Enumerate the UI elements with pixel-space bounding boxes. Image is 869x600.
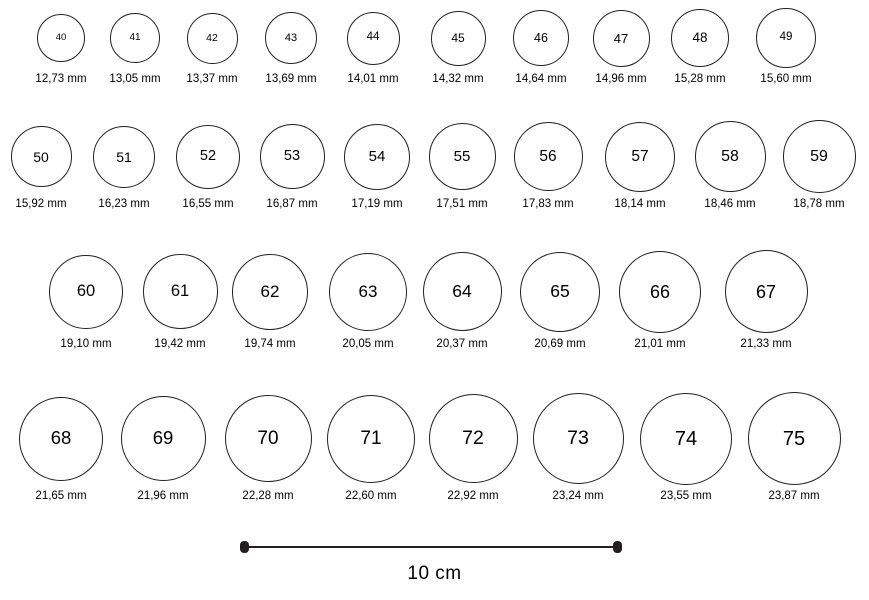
- ring-circle-wrap: [711, 250, 821, 333]
- ring-size-label: 41: [129, 32, 141, 43]
- ring-diameter-label: 15,28 mm: [674, 73, 726, 85]
- ring-diameter-label: 17,19 mm: [351, 198, 403, 210]
- ring-size-label: 68: [50, 427, 72, 449]
- ring-circle: [756, 8, 816, 68]
- ring-cell: [711, 250, 821, 351]
- ring-cell: [6, 392, 116, 503]
- ring-size-label: 74: [674, 427, 698, 450]
- ring-size-label: 71: [360, 428, 382, 449]
- ring-size-label: 64: [452, 280, 472, 301]
- ring-diameter-label: 23,87 mm: [768, 490, 820, 502]
- ring-size-label: 65: [550, 280, 570, 301]
- ring-cell: [731, 8, 841, 86]
- ring-diameter-label: 16,55 mm: [182, 198, 234, 210]
- ring-circle: [514, 122, 583, 191]
- ring-cell: [215, 250, 325, 351]
- ring-diameter-label: 19,74 mm: [244, 338, 296, 350]
- ring-diameter-label: 22,60 mm: [345, 490, 397, 502]
- ring-diameter-label: 18,14 mm: [614, 198, 666, 210]
- ring-size-label: 40: [55, 32, 67, 44]
- ring-size-label: 75: [782, 427, 806, 450]
- ring-diameter-label: 14,32 mm: [432, 73, 484, 85]
- ring-cell: [108, 392, 218, 503]
- ring-circle-wrap: [631, 392, 741, 485]
- ring-cell: [316, 392, 426, 503]
- ring-circle-wrap: [505, 250, 615, 333]
- ring-size-label: 50: [33, 148, 49, 165]
- scale-end-cap-right: [613, 541, 622, 553]
- ring-circle: [260, 124, 325, 189]
- ring-circle: [176, 125, 240, 189]
- ring-cell: [631, 392, 741, 503]
- ring-circle: [265, 12, 317, 64]
- ring-circle-wrap: [316, 392, 426, 485]
- ring-size-label: 60: [76, 282, 96, 301]
- ring-diameter-label: 20,05 mm: [342, 338, 394, 350]
- ring-circle: [513, 10, 569, 66]
- ring-diameter-label: 18,78 mm: [793, 198, 845, 210]
- ring-diameter-label: 21,96 mm: [137, 490, 189, 502]
- ring-size-label: 43: [284, 31, 298, 44]
- ring-cell: [505, 250, 615, 351]
- ring-size-label: 72: [462, 426, 484, 449]
- ring-size-label: 59: [810, 147, 828, 165]
- ring-row: [0, 392, 869, 515]
- ring-circle: [327, 395, 415, 483]
- ring-circle-wrap: [523, 392, 633, 485]
- ring-circle: [19, 397, 103, 481]
- ring-diameter-label: 13,37 mm: [186, 73, 238, 85]
- ring-circle-wrap: [213, 392, 323, 485]
- ring-circle: [429, 123, 496, 190]
- ring-circle: [347, 12, 400, 65]
- ring-size-label: 58: [721, 147, 739, 165]
- ring-circle-wrap: [605, 250, 715, 333]
- ring-diameter-label: 20,69 mm: [534, 338, 586, 350]
- ring-size-label: 55: [453, 148, 471, 165]
- ring-row: [0, 8, 869, 98]
- ring-circle: [593, 10, 650, 67]
- ring-diameter-label: 18,46 mm: [704, 198, 756, 210]
- ring-diameter-label: 16,23 mm: [98, 198, 150, 210]
- ring-circle: [121, 396, 206, 481]
- ring-circle: [619, 251, 701, 333]
- ring-size-label: 61: [170, 282, 190, 301]
- ring-diameter-label: 22,28 mm: [242, 490, 294, 502]
- ring-circle: [533, 393, 624, 484]
- ring-diameter-label: 15,92 mm: [15, 198, 67, 210]
- ring-circle-wrap: [739, 392, 849, 485]
- scale-line: [246, 546, 616, 548]
- ring-diameter-label: 19,10 mm: [60, 338, 112, 350]
- ring-diameter-label: 16,87 mm: [266, 198, 318, 210]
- ring-size-label: 57: [631, 147, 649, 165]
- ring-diameter-label: 14,64 mm: [515, 73, 567, 85]
- ring-size-label: 54: [368, 148, 386, 165]
- ring-cell: [523, 392, 633, 503]
- ring-diameter-label: 21,01 mm: [634, 338, 686, 350]
- ring-cell: [739, 392, 849, 503]
- ring-size-label: 47: [613, 30, 629, 46]
- ring-diameter-label: 20,37 mm: [436, 338, 488, 350]
- ring-size-label: 51: [116, 148, 132, 165]
- ring-size-label: 70: [257, 428, 279, 449]
- ring-circle: [695, 121, 766, 192]
- ring-circle-wrap: [215, 250, 325, 333]
- ring-cell: [407, 250, 517, 351]
- ring-circle: [748, 392, 841, 485]
- ring-size-label: 56: [539, 147, 557, 165]
- ring-diameter-label: 14,96 mm: [595, 73, 647, 85]
- ring-diameter-label: 14,01 mm: [347, 73, 399, 85]
- ring-circle: [37, 14, 85, 62]
- ring-diameter-label: 23,55 mm: [660, 490, 712, 502]
- ring-diameter-label: 17,83 mm: [522, 198, 574, 210]
- ring-diameter-label: 23,24 mm: [552, 490, 604, 502]
- ring-diameter-label: 12,73 mm: [35, 73, 87, 85]
- ring-circle: [49, 255, 123, 329]
- ring-circle: [671, 9, 729, 67]
- scale-reference: [0, 540, 869, 585]
- ring-size-label: 62: [260, 282, 280, 301]
- ring-diameter-label: 22,92 mm: [447, 490, 499, 502]
- ring-circle: [329, 253, 407, 331]
- ring-circle: [187, 13, 238, 64]
- ring-circle-wrap: [6, 392, 116, 485]
- ring-size-label: 66: [649, 281, 671, 302]
- ring-cell: [764, 120, 869, 211]
- ring-circle-wrap: [731, 8, 841, 68]
- ring-circle: [93, 126, 155, 188]
- ring-cell: [418, 392, 528, 503]
- ring-row: [0, 250, 869, 363]
- ring-size-label: 52: [199, 148, 217, 165]
- ring-row: [0, 120, 869, 223]
- ring-diameter-label: 15,60 mm: [760, 73, 812, 85]
- ring-circle-wrap: [764, 120, 869, 193]
- ring-circle: [225, 395, 312, 482]
- ring-cell: [213, 392, 323, 503]
- ring-circle: [520, 252, 600, 332]
- ring-circle: [232, 254, 308, 330]
- ring-circle: [11, 126, 72, 187]
- scale-bar: [240, 540, 622, 554]
- ring-size-label: 45: [451, 31, 465, 45]
- ring-circle: [110, 13, 160, 63]
- ring-circle: [605, 122, 675, 192]
- ring-size-label: 69: [152, 427, 174, 449]
- ring-diameter-label: 21,33 mm: [740, 338, 792, 350]
- ring-size-label: 67: [755, 281, 777, 302]
- ring-circle: [431, 11, 486, 66]
- ring-circle-wrap: [418, 392, 528, 485]
- ring-circle: [423, 252, 502, 331]
- ring-circle: [783, 120, 856, 193]
- ring-diameter-label: 21,65 mm: [35, 490, 87, 502]
- ring-size-label: 42: [206, 31, 218, 44]
- ring-size-label: 53: [283, 148, 301, 165]
- ring-circle: [725, 250, 808, 333]
- ring-cell: [605, 250, 715, 351]
- ring-size-label: 44: [366, 31, 380, 44]
- scale-label: 10 cm: [407, 563, 462, 584]
- ring-size-label: 63: [358, 282, 378, 301]
- ring-circle-wrap: [407, 250, 517, 333]
- ring-size-label: 73: [567, 426, 589, 449]
- ring-diameter-label: 19,42 mm: [154, 338, 206, 350]
- ring-diameter-label: 13,05 mm: [109, 73, 161, 85]
- ring-circle-wrap: [108, 392, 218, 485]
- ring-size-label: 48: [692, 30, 708, 46]
- ring-circle: [640, 393, 732, 485]
- ring-size-label: 49: [779, 31, 793, 44]
- ring-circle: [143, 254, 218, 329]
- ring-size-label: 46: [534, 30, 548, 45]
- ring-diameter-label: 13,69 mm: [265, 73, 317, 85]
- ring-circle: [344, 124, 410, 190]
- ring-circle: [429, 394, 518, 483]
- ring-diameter-label: 17,51 mm: [436, 198, 488, 210]
